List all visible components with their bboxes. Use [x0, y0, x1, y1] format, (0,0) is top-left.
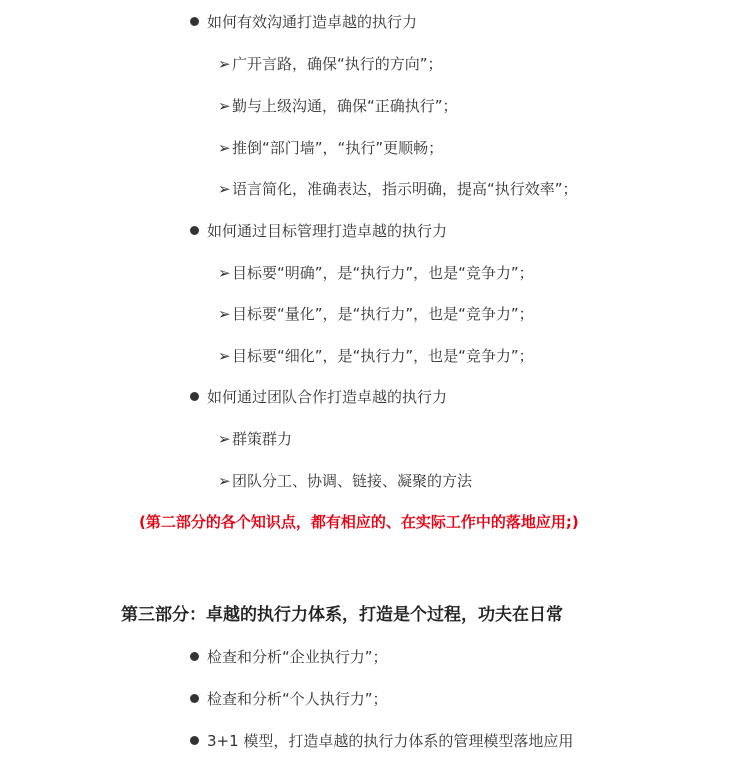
filled-circle-icon — [190, 694, 199, 703]
arrow-right-icon: ➢ — [218, 430, 231, 448]
sub-item-text: 推倒“部门墙”，“执行”更顺畅； — [232, 139, 444, 157]
sub-item-text: 语言简化，准确表达，指示明确，提高“执行效率”； — [232, 180, 578, 198]
list-item-text: 3+1 模型，打造卓越的执行力体系的管理模型落地应用 — [207, 732, 574, 750]
sub-item-text: 目标要“细化”，是“执行力”，也是“竞争力”； — [232, 347, 534, 365]
sub-item — [218, 138, 443, 158]
bullet-heading — [190, 221, 447, 241]
arrow-right-icon: ➢ — [218, 97, 231, 115]
bullet-heading — [190, 12, 417, 32]
arrow-right-icon: ➢ — [218, 264, 231, 282]
list-item-text: 检查和分析“个人执行力”； — [207, 690, 388, 708]
filled-circle-icon — [190, 736, 199, 745]
bullet-heading — [190, 387, 447, 407]
sub-item — [218, 304, 534, 324]
filled-circle-icon — [190, 17, 199, 26]
section-title: 第三部分：卓越的执行力体系，打造是个过程，功夫在日常 — [121, 605, 563, 625]
filled-circle-icon — [190, 226, 199, 235]
sub-item-text: 勤与上级沟通，确保“正确执行”； — [232, 97, 458, 115]
sub-item-text: 广开言路，确保“执行的方向”； — [232, 55, 443, 73]
filled-circle-icon — [190, 392, 199, 401]
sub-item — [218, 54, 443, 74]
sub-item — [218, 346, 534, 366]
heading-text: 如何通过目标管理打造卓越的执行力 — [207, 222, 448, 240]
sub-item — [218, 179, 578, 199]
sub-item — [218, 263, 534, 283]
arrow-right-icon: ➢ — [218, 55, 231, 73]
sub-item-text: 群策群力 — [232, 430, 293, 448]
part2-note: (第二部分的各个知识点，都有相应的、在实际工作中的落地应用;) — [139, 513, 579, 531]
filled-circle-icon — [190, 652, 199, 661]
sub-item-text: 目标要“明确”，是“执行力”，也是“竞争力”； — [232, 264, 534, 282]
arrow-right-icon: ➢ — [218, 305, 231, 323]
list-item — [190, 689, 388, 709]
sub-item — [218, 96, 458, 116]
sub-item — [218, 471, 472, 491]
sub-item-text: 团队分工、协调、链接、凝聚的方法 — [232, 472, 473, 490]
sub-item — [218, 429, 292, 449]
list-item-text: 检查和分析“企业执行力”； — [207, 648, 388, 666]
heading-text: 如何通过团队合作打造卓越的执行力 — [207, 388, 448, 406]
arrow-right-icon: ➢ — [218, 472, 231, 490]
arrow-right-icon: ➢ — [218, 139, 231, 157]
arrow-right-icon: ➢ — [218, 180, 231, 198]
arrow-right-icon: ➢ — [218, 347, 231, 365]
list-item — [190, 647, 388, 667]
list-item — [190, 731, 573, 751]
sub-item-text: 目标要“量化”，是“执行力”，也是“竞争力”； — [232, 305, 534, 323]
heading-text: 如何有效沟通打造卓越的执行力 — [207, 13, 418, 31]
